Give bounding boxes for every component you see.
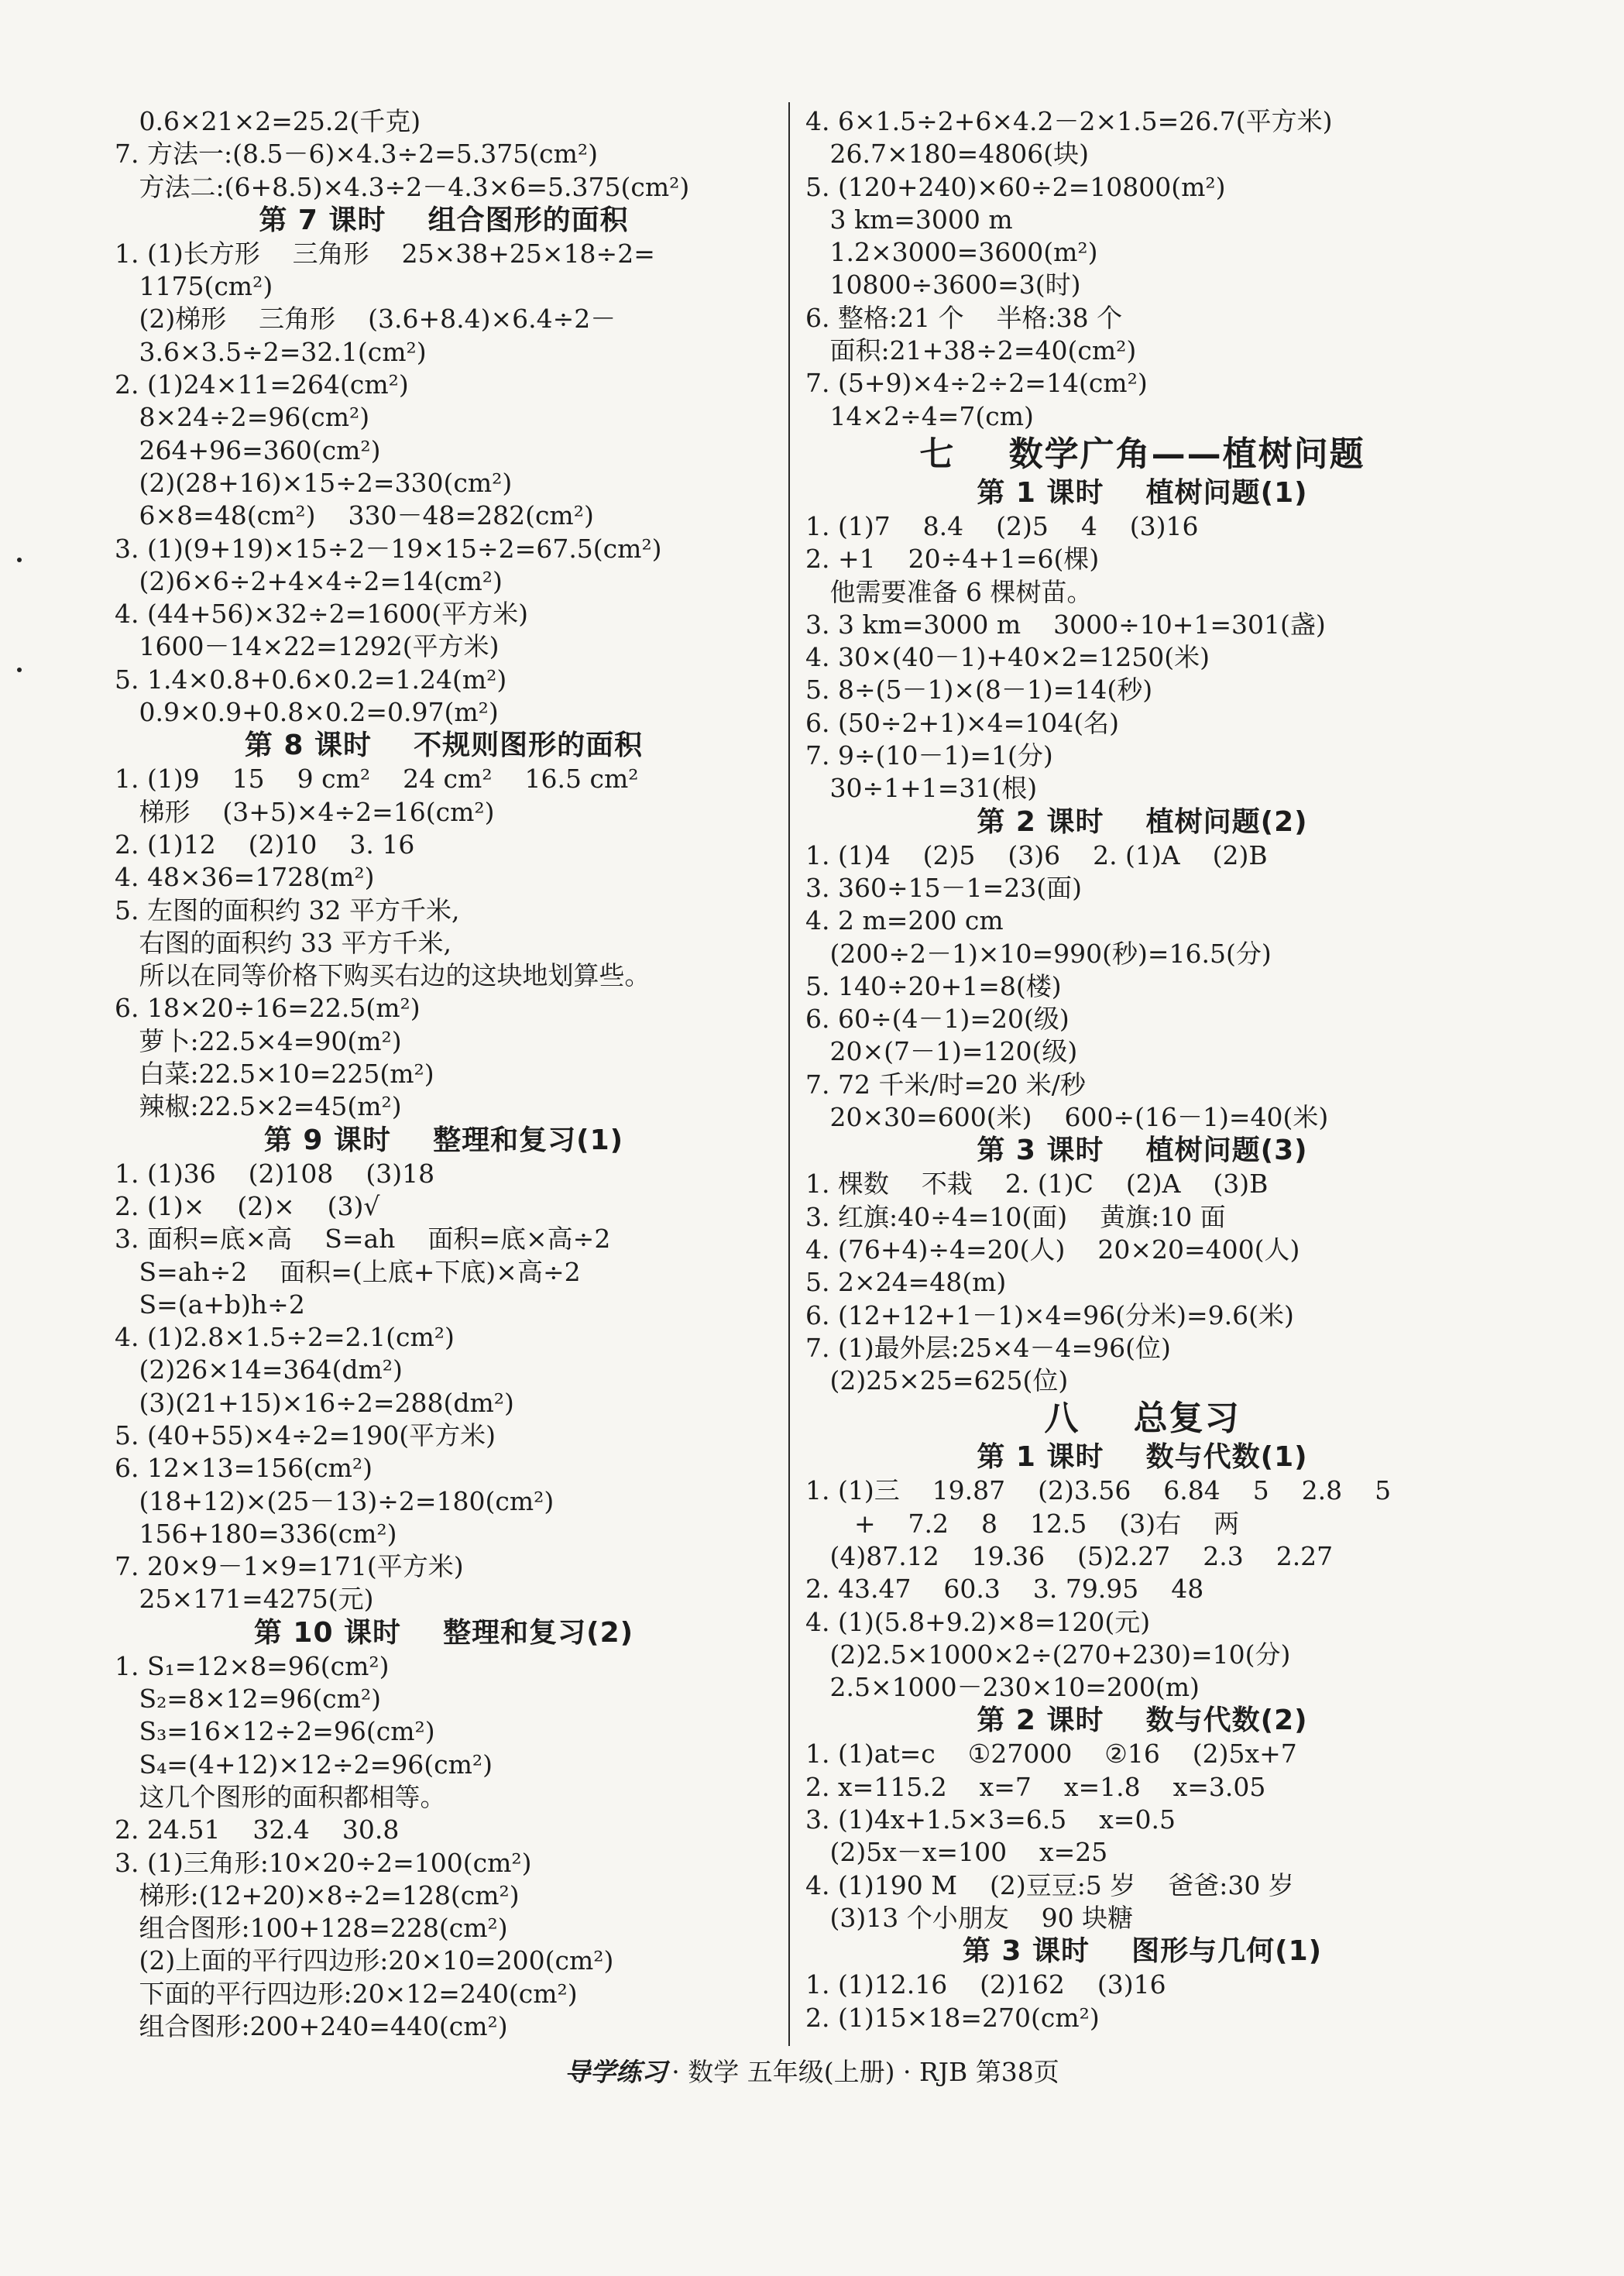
answer-line: 3. 3 km=3000 m 3000÷10+1=301(盏) bbox=[805, 609, 1326, 640]
lesson-heading: 第 9 课时 整理和复习(1) bbox=[263, 1124, 624, 1156]
answer-line: (2)(28+16)×15÷2=330(cm²) bbox=[115, 467, 513, 498]
answer-line: 1. (1)三 19.87 (2)3.56 6.84 5 2.8 5 bbox=[805, 1475, 1392, 1506]
lesson-heading: 第 1 课时 数与代数(1) bbox=[977, 1441, 1308, 1474]
lesson-heading: 第 8 课时 不规则图形的面积 bbox=[244, 729, 644, 762]
answer-line: 4. (1)(5.8+9.2)×8=120(元) bbox=[805, 1606, 1151, 1637]
answer-line: 4. (1)190 M (2)豆豆:5 岁 爸爸:30 岁 bbox=[805, 1869, 1294, 1900]
answer-line: 6×8=48(cm²) 330－48=282(cm²) bbox=[115, 500, 594, 531]
answer-line: (2)26×14=364(dm²) bbox=[115, 1354, 403, 1385]
answer-line: 组合图形:100+128=228(cm²) bbox=[115, 1913, 508, 1944]
answer-line: 7. (1)最外层:25×4－4=96(位) bbox=[805, 1332, 1171, 1363]
answer-line: 2. (1)24×11=264(cm²) bbox=[115, 369, 409, 400]
lesson-heading: 第 2 课时 数与代数(2) bbox=[977, 1704, 1308, 1737]
answer-line: (2)25×25=625(位) bbox=[805, 1365, 1069, 1396]
answer-line: 7. (5+9)×4÷2÷2=14(cm²) bbox=[805, 368, 1148, 399]
answer-line: 3 km=3000 m bbox=[805, 204, 1013, 235]
lesson-heading: 第 3 课时 图形与几何(1) bbox=[962, 1935, 1323, 1968]
answer-line: (2)梯形 三角形 (3.6+8.4)×6.4÷2－ bbox=[115, 304, 616, 335]
answer-line: 5. 8÷(5－1)×(8－1)=14(秒) bbox=[805, 675, 1153, 705]
answer-line: 1. S₁=12×8=96(cm²) bbox=[115, 1650, 390, 1681]
answer-line: 4. 6×1.5÷2+6×4.2－2×1.5=26.7(平方米) bbox=[805, 106, 1333, 136]
answer-line: S₂=8×12=96(cm²) bbox=[115, 1684, 381, 1715]
answer-line: (2)2.5×1000×2÷(270+230)=10(分) bbox=[805, 1639, 1291, 1670]
answer-line: 5. 2×24=48(m) bbox=[805, 1267, 1007, 1298]
answer-line: 1. (1)at=c ①27000 ②16 (2)5x+7 bbox=[805, 1739, 1297, 1770]
answer-line: 26.7×180=4806(块) bbox=[805, 139, 1089, 170]
answer-line: 7. 方法一:(8.5－6)×4.3÷2=5.375(cm²) bbox=[115, 139, 598, 170]
answer-line: 白菜:22.5×10=225(m²) bbox=[115, 1059, 434, 1090]
answer-line: 4. (1)2.8×1.5÷2=2.1(cm²) bbox=[115, 1322, 455, 1353]
answer-line: 所以在同等价格下购买右边的这块地划算些。 bbox=[115, 960, 651, 991]
answer-line: 5. 140÷20+1=8(楼) bbox=[805, 970, 1062, 1001]
answer-line: 2. x=115.2 x=7 x=1.8 x=3.05 bbox=[805, 1771, 1266, 1802]
answer-line: 3. (1)4x+1.5×3=6.5 x=0.5 bbox=[805, 1804, 1176, 1835]
answer-line: 下面的平行四边形:20×12=240(cm²) bbox=[115, 1978, 578, 2009]
lesson-heading: 第 2 课时 植树问题(2) bbox=[977, 805, 1308, 838]
answer-line: (2)6×6÷2+4×4÷2=14(cm²) bbox=[115, 565, 503, 596]
answer-line: 3. 面积=底×高 S=ah 面积=底×高÷2 bbox=[115, 1224, 611, 1255]
answer-line: 4. 48×36=1728(m²) bbox=[115, 862, 375, 893]
answer-line: S=ah÷2 面积=(上底+下底)×高÷2 bbox=[115, 1256, 581, 1287]
column-divider bbox=[788, 102, 790, 2046]
footer-brand: 导学练习 bbox=[565, 2057, 668, 2087]
answer-line: 5. (120+240)×60÷2=10800(m²) bbox=[805, 171, 1226, 202]
answer-line: 4. (44+56)×32÷2=1600(平方米) bbox=[115, 599, 529, 630]
answer-line: 264+96=360(cm²) bbox=[115, 434, 381, 465]
answer-line: 156+180=336(cm²) bbox=[115, 1518, 397, 1549]
lesson-heading: 第 1 课时 植树问题(1) bbox=[977, 476, 1308, 509]
answer-line: 梯形:(12+20)×8÷2=128(cm²) bbox=[115, 1880, 520, 1910]
answer-line: 6. 12×13=156(cm²) bbox=[115, 1453, 373, 1484]
answer-line: (2)5x－x=100 x=25 bbox=[805, 1837, 1108, 1868]
answer-line: 20×30=600(米) 600÷(16－1)=40(米) bbox=[805, 1102, 1329, 1133]
answer-line: (4)87.12 19.36 (5)2.27 2.3 2.27 bbox=[805, 1540, 1334, 1571]
answer-line: 5. (40+55)×4÷2=190(平方米) bbox=[115, 1419, 496, 1450]
answer-line: 30÷1+1=31(根) bbox=[805, 773, 1038, 804]
answer-line: (200÷2－1)×10=990(秒)=16.5(分) bbox=[805, 938, 1272, 969]
answer-line: 3. (1)三角形:10×20÷2=100(cm²) bbox=[115, 1847, 532, 1878]
answer-line: 萝卜:22.5×4=90(m²) bbox=[115, 1025, 402, 1056]
answer-line: (3)(21+15)×16÷2=288(dm²) bbox=[115, 1387, 514, 1418]
answer-line: (3)13 个小朋友 90 块糖 bbox=[805, 1902, 1134, 1933]
answer-line: S₃=16×12÷2=96(cm²) bbox=[115, 1716, 435, 1747]
answer-line: 方法二:(6+8.5)×4.3÷2－4.3×6=5.375(cm²) bbox=[115, 171, 690, 202]
answer-line: 1.2×3000=3600(m²) bbox=[805, 237, 1098, 268]
answer-line: 4. 30×(40－1)+40×2=1250(米) bbox=[805, 642, 1210, 673]
answer-line: 3.6×3.5÷2=32.1(cm²) bbox=[115, 336, 427, 367]
answer-line: (18+12)×(25－13)÷2=180(cm²) bbox=[115, 1485, 554, 1516]
answer-line: 6. (12+12+1－1)×4=96(分米)=9.6(米) bbox=[805, 1299, 1294, 1330]
answer-line: 2. (1)× (2)× (3)√ bbox=[115, 1190, 380, 1221]
answer-line: 5. 左图的面积约 32 平方千米, bbox=[115, 894, 460, 925]
answer-line: 3. (1)(9+19)×15÷2－19×15÷2=67.5(cm²) bbox=[115, 533, 662, 564]
answer-line: 7. 20×9－1×9=171(平方米) bbox=[115, 1551, 464, 1582]
answer-line: 1. (1)4 (2)5 (3)6 2. (1)A (2)B bbox=[805, 839, 1268, 870]
answer-line: 1. (1)12.16 (2)162 (3)16 bbox=[805, 1969, 1166, 2000]
answer-line: 2. 24.51 32.4 30.8 bbox=[115, 1814, 400, 1845]
answer-line: 这几个图形的面积都相等。 bbox=[115, 1781, 446, 1812]
answer-line: 辣椒:22.5×2=45(m²) bbox=[115, 1091, 402, 1122]
answer-line: 1. (1)7 8.4 (2)5 4 (3)16 bbox=[805, 510, 1199, 541]
margin-mark bbox=[17, 668, 22, 672]
answer-line: 面积:21+38÷2=40(cm²) bbox=[805, 335, 1137, 366]
answer-line: 8×24÷2=96(cm²) bbox=[115, 402, 370, 433]
answer-line: 7. 9÷(10－1)=1(分) bbox=[805, 740, 1053, 771]
answer-line: 10800÷3600=3(时) bbox=[805, 269, 1081, 300]
answer-line: 6. (50÷2+1)×4=104(名) bbox=[805, 707, 1120, 738]
answer-line: 0.9×0.9+0.8×0.2=0.97(m²) bbox=[115, 697, 499, 728]
answer-line: 2. +1 20÷4+1=6(棵) bbox=[805, 544, 1100, 575]
answer-line: 14×2÷4=7(cm) bbox=[805, 400, 1034, 431]
left-column bbox=[115, 105, 773, 2043]
answer-line: 25×171=4275(元) bbox=[115, 1584, 374, 1615]
answer-line: 1175(cm²) bbox=[115, 271, 273, 302]
lesson-heading: 第 10 课时 整理和复习(2) bbox=[253, 1616, 634, 1649]
answer-line: 1600－14×22=1292(平方米) bbox=[115, 631, 500, 662]
answer-line: S₄=(4+12)×12÷2=96(cm²) bbox=[115, 1749, 493, 1780]
answer-line: 6. 18×20÷16=22.5(m²) bbox=[115, 993, 421, 1024]
answer-line: 2.5×1000－230×10=200(m) bbox=[805, 1672, 1200, 1703]
answer-line: 2. 43.47 60.3 3. 79.95 48 bbox=[805, 1574, 1204, 1605]
answer-line: 0.6×21×2=25.2(千克) bbox=[115, 106, 421, 136]
answer-line: 4. (76+4)÷4=20(人) 20×20=400(人) bbox=[805, 1234, 1300, 1265]
answer-line: 4. 2 m=200 cm bbox=[805, 905, 1004, 936]
answer-line: 6. 60÷(4－1)=20(级) bbox=[805, 1004, 1070, 1035]
answer-line: (2)上面的平行四边形:20×10=200(cm²) bbox=[115, 1945, 614, 1976]
answer-line: 20×(7－1)=120(级) bbox=[805, 1036, 1078, 1067]
answer-line: 1. (1)36 (2)108 (3)18 bbox=[115, 1158, 435, 1189]
footer-text: · 数学 五年级(上册) · RJB 第38页 bbox=[671, 2057, 1059, 2087]
answer-line: 2. (1)12 (2)10 3. 16 bbox=[115, 829, 415, 860]
lesson-heading: 第 7 课时 组合图形的面积 bbox=[259, 204, 629, 236]
answer-line: 1. (1)9 15 9 cm² 24 cm² 16.5 cm² bbox=[115, 764, 639, 795]
margin-mark bbox=[17, 558, 22, 562]
right-column bbox=[805, 105, 1479, 2034]
answer-line: 5. 1.4×0.8+0.6×0.2=1.24(m²) bbox=[115, 664, 507, 695]
page-footer bbox=[0, 2052, 1624, 2089]
answer-line: + 7.2 8 12.5 (3)右 两 bbox=[805, 1508, 1240, 1539]
answer-line: 3. 360÷15－1=23(面) bbox=[805, 872, 1082, 903]
answer-line: 他需要准备 6 棵树苗。 bbox=[805, 576, 1093, 607]
answer-line: 1. (1)长方形 三角形 25×38+25×18÷2= bbox=[115, 238, 655, 269]
answer-line: 6. 整格:21 个 半格:38 个 bbox=[805, 302, 1123, 333]
answer-line: 3. 红旗:40÷4=10(面) 黄旗:10 面 bbox=[805, 1201, 1226, 1232]
answer-line: 梯形 (3+5)×4÷2=16(cm²) bbox=[115, 796, 495, 827]
unit-heading: 七 数学广角——植树问题 bbox=[919, 434, 1365, 474]
answer-line: 1. 棵数 不栽 2. (1)C (2)A (3)B bbox=[805, 1169, 1269, 1200]
answer-line: 右图的面积约 33 平方千米, bbox=[115, 927, 451, 958]
answer-line: 组合图形:200+240=440(cm²) bbox=[115, 2011, 508, 2042]
unit-heading: 八 总复习 bbox=[1044, 1399, 1241, 1439]
lesson-heading: 第 3 课时 植树问题(3) bbox=[977, 1135, 1308, 1167]
answer-line: 7. 72 千米/时=20 米/秒 bbox=[805, 1069, 1086, 1100]
answer-line: 2. (1)15×18=270(cm²) bbox=[805, 2002, 1100, 2033]
answer-line: S=(a+b)h÷2 bbox=[115, 1289, 305, 1320]
